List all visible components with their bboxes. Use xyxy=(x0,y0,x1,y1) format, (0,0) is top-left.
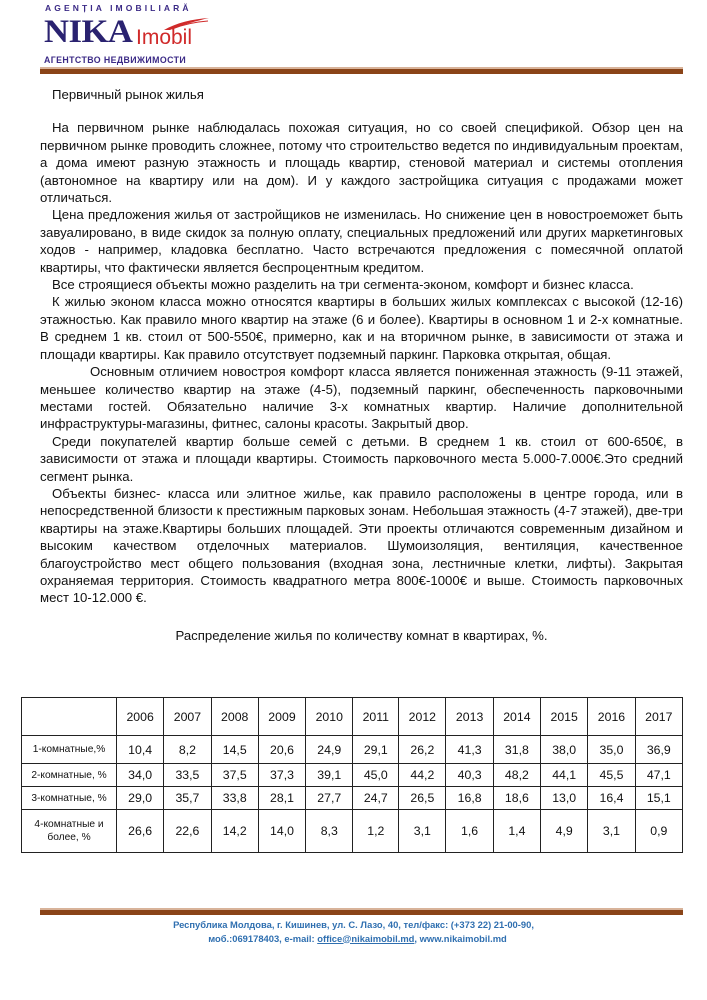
paragraph-intro: На первичном рынке наблюдалась похожая ситуация, но со своей спецификой. Обзор цен на первичном рынке проводить сложнее, потому что строительство ведется по индивидуальным проектам, а дома имеют разную этажность и площадь квартир, стеновой материал и системы отопления (автономное на квартиру или на дом). И у каждого застройщика ситуация с продажами может отличаться. xyxy=(40,120,683,206)
logo-agency-romanian: AGENȚIA IMOBILIARĂ xyxy=(45,3,192,13)
footer-address: Республика Молдова, г. Кишинев, ул. С. Лазо, 40, тел/факс: (+373 22) 21-00-90, xyxy=(173,919,534,930)
table-cell: 39,1 xyxy=(306,764,353,787)
year-header: 2012 xyxy=(399,698,446,736)
table-cell: 34,0 xyxy=(117,764,164,787)
year-header: 2013 xyxy=(446,698,493,736)
table-cell: 33,8 xyxy=(211,787,258,810)
table-cell: 45,0 xyxy=(353,764,399,787)
row-label: 2-комнатные, % xyxy=(22,764,117,787)
table-cell: 8,3 xyxy=(306,810,353,853)
year-header: 2017 xyxy=(635,698,682,736)
table-cell: 28,1 xyxy=(258,787,305,810)
table-cell: 14,2 xyxy=(211,810,258,853)
table-row xyxy=(22,787,683,810)
table-cell: 33,5 xyxy=(164,764,211,787)
row-label: 1-комнатные,% xyxy=(22,736,117,764)
table-cell: 37,5 xyxy=(211,764,258,787)
paragraph-comfort-buyers: Среди покупателей квартир больше семей с детьми. В среднем 1 кв. стоил от 600-650€, в зависимости от этажа и площади квартиры. Стоимость парковочного места 5.000-7.000€.Это средний сегмент рынка. xyxy=(40,433,683,484)
year-header: 2016 xyxy=(588,698,635,736)
table-cell: 14,5 xyxy=(211,736,258,764)
year-header: 2014 xyxy=(493,698,540,736)
logo-brand-imobil: Imobil xyxy=(136,26,193,49)
table-cell: 8,2 xyxy=(164,736,211,764)
year-header: 2006 xyxy=(117,698,164,736)
table-cell: 27,7 xyxy=(306,787,353,810)
table-cell: 4,9 xyxy=(541,810,588,853)
logo-brand-nika: NIKA xyxy=(44,14,133,50)
paragraph-prices: Цена предложения жилья от застройщиков не изменилась. Но снижение цен в новостроеможет быть завуалировано, в виде скидок за полную оплату, специальных предложений или других маркетинговых ходов - например, кладовка бесплатно. Часто встречаются предложения с помесячной оплатой квартиры, что фактически является беспроцентным кредитом. xyxy=(40,207,683,275)
table-cell: 44,2 xyxy=(399,764,446,787)
logo-agency-russian: АГЕНТСТВО НЕДВИЖИМОСТИ xyxy=(44,55,187,65)
table-cell: 36,9 xyxy=(635,736,682,764)
table-cell: 22,6 xyxy=(164,810,211,853)
table-row xyxy=(22,764,683,787)
table-row xyxy=(22,736,683,764)
table-caption: Распределение жилья по количеству комнат в квартирах, %. xyxy=(175,627,548,643)
table-cell: 1,4 xyxy=(493,810,540,853)
footer-contacts xyxy=(0,918,707,945)
table-cell: 29,1 xyxy=(353,736,399,764)
table-cell: 18,6 xyxy=(493,787,540,810)
email-link[interactable]: office@nikaimobil.md xyxy=(317,932,415,944)
table-cell: 3,1 xyxy=(399,810,446,853)
year-header: 2008 xyxy=(211,698,258,736)
table-cell: 15,1 xyxy=(635,787,682,810)
table-cell: 31,8 xyxy=(493,736,540,764)
table-cell: 41,3 xyxy=(446,736,493,764)
table-cell: 35,0 xyxy=(588,736,635,764)
table-cell: 10,4 xyxy=(117,736,164,764)
table-row xyxy=(22,810,683,853)
table-cell: 16,4 xyxy=(588,787,635,810)
table-corner-cell xyxy=(22,698,117,736)
footer-contact-line xyxy=(0,932,707,946)
header-divider xyxy=(40,67,683,74)
table-cell: 40,3 xyxy=(446,764,493,787)
year-header: 2009 xyxy=(258,698,305,736)
table-cell: 24,7 xyxy=(353,787,399,810)
paragraph-segments: Все строящиеся объекты можно разделить на три сегмента-эконом, комфорт и бизнес класса. xyxy=(52,277,634,293)
section-title: Первичный рынок жилья xyxy=(52,87,204,102)
table-cell: 44,1 xyxy=(541,764,588,787)
table-cell: 13,0 xyxy=(541,787,588,810)
room-distribution-table xyxy=(21,697,683,853)
table-cell: 1,6 xyxy=(446,810,493,853)
table-cell: 26,2 xyxy=(399,736,446,764)
table-cell: 37,3 xyxy=(258,764,305,787)
table-cell: 35,7 xyxy=(164,787,211,810)
footer-separator: , xyxy=(414,932,420,944)
table-cell: 3,1 xyxy=(588,810,635,853)
year-header: 2007 xyxy=(164,698,211,736)
table-cell: 16,8 xyxy=(446,787,493,810)
table-header-row xyxy=(22,698,683,736)
agency-logo xyxy=(44,3,214,67)
website-link[interactable]: www.nikaimobil.md xyxy=(419,932,507,944)
table-cell: 26,5 xyxy=(399,787,446,810)
year-header: 2015 xyxy=(541,698,588,736)
table-cell: 38,0 xyxy=(541,736,588,764)
table-cell: 26,6 xyxy=(117,810,164,853)
paragraph-comfort: Основным отличием новостроя комфорт класса является пониженная этажность (9-11 этажей, меньшее количество квартир на этаже (4-5), подземный паркинг, обеспеченность парковочными местами гостей. Обязательно наличие 3-х комнатных квартир. Наличие дополнительной инфраструктуры-магазины, фитнес, салоны красоты. Закрытый двор. xyxy=(40,364,683,432)
table-cell: 29,0 xyxy=(117,787,164,810)
table-cell: 1,2 xyxy=(353,810,399,853)
paragraph-business: Объекты бизнес- класса или элитное жилье, как правило расположены в центре города, или в непосредственной близости к престижным парковых зонам. Небольшая этажность (4-7 этажей), две-три квартиры на этаже.Квартиры больших площадей. Эти проекты отличаются современным дизайном и высоким качеством отделочных материалов. Шумоизоляция, вентиляция, качественное благоустройство мест общего пользования (входная зона, лестничные клетки, лифты). Закрытая охраняемая территория. Стоимость квадратного метра 800€-1000€ и выше. Стоимость парковочных мест 10-12.000 €. xyxy=(40,485,683,606)
table-cell: 24,9 xyxy=(306,736,353,764)
footer-mobile: моб.:069178403, e-mail: xyxy=(208,932,318,944)
table-cell: 14,0 xyxy=(258,810,305,853)
row-label: 3-комнатные, % xyxy=(22,787,117,810)
year-header: 2010 xyxy=(306,698,353,736)
row-label: 4-комнатные и более, % xyxy=(22,810,117,853)
table-cell: 47,1 xyxy=(635,764,682,787)
table-cell: 45,5 xyxy=(588,764,635,787)
table-cell: 48,2 xyxy=(493,764,540,787)
footer-divider xyxy=(40,908,683,915)
year-header: 2011 xyxy=(353,698,399,736)
table-cell: 20,6 xyxy=(258,736,305,764)
paragraph-economy: К жилью эконом класса можно относятся квартиры в больших жилых комплексах с высокой (12-16) этажностью. Как правило много квартир на этаже (6 и более). Квартиры в основном 1 и 2-х комнатные. В среднем 1 кв. стоил от 500-550€, примерно, как и на вторичном рынке, в зависимости от этажа и площади квартиры. Как правило отсутствует подземный паркинг. Парковка открытая, общая. xyxy=(40,294,683,362)
table-cell: 0,9 xyxy=(635,810,682,853)
document-body xyxy=(40,86,683,644)
